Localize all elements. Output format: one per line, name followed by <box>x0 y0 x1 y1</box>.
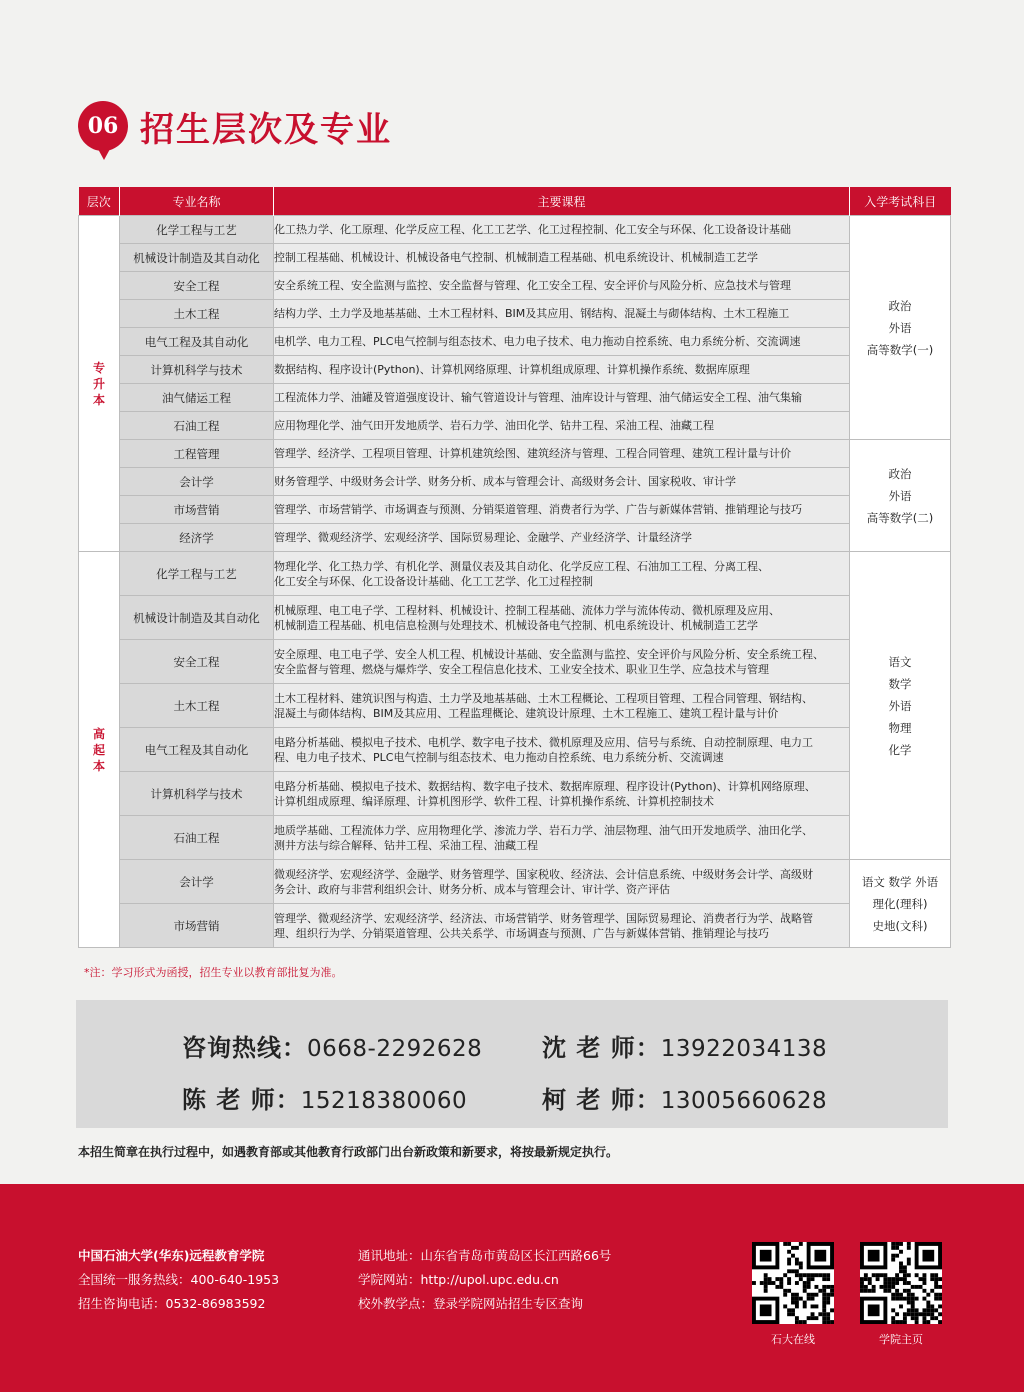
contact-teacher-chen <box>182 1080 467 1115</box>
major-name: 机械设计制造及其自动化 <box>120 596 274 640</box>
major-name: 市场营销 <box>120 904 274 948</box>
exam-subject: 语文 <box>888 654 912 669</box>
exam-subject: 史地(文科) <box>872 918 928 933</box>
course-list <box>274 496 850 524</box>
course-list <box>274 524 850 552</box>
major-name: 工程管理 <box>120 440 274 468</box>
course-list <box>274 328 850 356</box>
level-label: 专升本 <box>92 360 105 407</box>
header-level: 层次 <box>79 187 120 216</box>
table-header-row <box>79 187 951 216</box>
table-row <box>79 272 951 300</box>
course-line: 化工安全与环保、化工设备设计基础、化工工艺学、化工过程控制 <box>274 574 593 588</box>
course-list <box>274 904 850 948</box>
table-row <box>79 552 951 596</box>
major-name: 计算机科学与技术 <box>120 356 274 384</box>
exam-subject: 高等数学(二) <box>866 510 934 525</box>
course-list <box>274 596 850 640</box>
level-label: 高起本 <box>92 726 105 773</box>
course-line: 理、组织行为学、分销渠道管理、公共关系学、市场调查与预测、广告与新媒体营销、推销理论与技巧 <box>274 926 769 940</box>
qr-code-icon <box>860 1242 942 1324</box>
course-line: 机械原理、电工电子学、工程材料、机械设计、控制工程基础、流体力学与流体传动、微机原理及应用、 <box>274 603 780 617</box>
course-list <box>274 356 850 384</box>
course-line: 财务管理学、中级财务会计学、财务分析、成本与管理会计、高级财务会计、国家税收、审计学 <box>274 475 736 488</box>
header-major: 专业名称 <box>120 187 274 216</box>
course-line: 土木工程材料、建筑识图与构造、土力学及地基基础、土木工程概论、工程项目管理、工程合同管理、钢结构、 <box>274 691 813 705</box>
course-line: 地质学基础、工程流体力学、应用物理化学、渗流力学、岩石力学、油层物理、油气田开发地质学、油田化学、 <box>274 823 813 837</box>
contact-number: 13922034138 <box>660 1036 828 1062</box>
footer-teaching-sites: 校外教学点：登录学院网站招生专区查询 <box>358 1296 584 1311</box>
course-list <box>274 552 850 596</box>
contact-box <box>76 1000 948 1128</box>
qr-caption: 学院主页 <box>879 1333 923 1346</box>
course-line: 管理学、经济学、工程项目管理、计算机建筑绘图、建筑经济与管理、工程合同管理、建筑工程计量与计价 <box>274 447 791 460</box>
course-list <box>274 728 850 772</box>
major-name: 化学工程与工艺 <box>120 216 274 244</box>
section-title: 招生层次及专业 <box>140 109 392 150</box>
course-line: 工程流体力学、油罐及管道强度设计、输气管道设计与管理、油库设计与管理、油气储运安全工程、油气集输 <box>274 391 802 404</box>
section-header <box>78 96 392 156</box>
exam-subject: 外语 <box>888 698 912 713</box>
major-name: 经济学 <box>120 524 274 552</box>
course-line: 化工热力学、化工原理、化学反应工程、化工工艺学、化工过程控制、化工安全与环保、化工设备设计基础 <box>274 223 791 236</box>
course-list <box>274 300 850 328</box>
major-name: 石油工程 <box>120 816 274 860</box>
course-line: 控制工程基础、机械设计、机械设备电气控制、机械制造工程基础、机电系统设计、机械制造工艺学 <box>274 251 758 264</box>
footer-service-hotline: 全国统一服务热线：400-640-1953 <box>78 1272 280 1287</box>
exam-subject: 理化(理科) <box>872 896 928 911</box>
course-line: 管理学、微观经济学、宏观经济学、国际贸易理论、金融学、产业经济学、计量经济学 <box>274 531 692 544</box>
major-name: 电气工程及其自动化 <box>120 728 274 772</box>
course-line: 电路分析基础、模拟电子技术、数据结构、数字电子技术、数据库原理、程序设计(Python)、计算机网络原理、 <box>274 779 816 793</box>
table-row <box>79 596 951 640</box>
table-row <box>79 244 951 272</box>
level-cell <box>79 552 120 948</box>
course-list <box>274 412 850 440</box>
table-row <box>79 412 951 440</box>
course-list <box>274 772 850 816</box>
major-name: 机械设计制造及其自动化 <box>120 244 274 272</box>
table-row <box>79 216 951 244</box>
course-list <box>274 860 850 904</box>
table-row <box>79 356 951 384</box>
course-list <box>274 216 850 244</box>
table-row <box>79 684 951 728</box>
contact-label: 柯 老 师： <box>542 1086 661 1114</box>
course-list <box>274 468 850 496</box>
table-row <box>79 300 951 328</box>
table-row <box>79 816 951 860</box>
contact-label: 沈 老 师： <box>542 1034 661 1062</box>
exam-subject: 外语 <box>888 320 912 335</box>
course-line: 程、电力电子技术、PLC电气控制与组态技术、电力拖动自控系统、电力系统分析、交流调速 <box>274 750 724 764</box>
table-row <box>79 772 951 816</box>
major-name: 市场营销 <box>120 496 274 524</box>
major-name: 电气工程及其自动化 <box>120 328 274 356</box>
major-name: 石油工程 <box>120 412 274 440</box>
exam-subject: 政治 <box>888 466 912 481</box>
course-list <box>274 440 850 468</box>
major-name: 土木工程 <box>120 300 274 328</box>
course-list <box>274 244 850 272</box>
contact-number: 13005660628 <box>660 1088 828 1114</box>
contact-teacher-ke <box>542 1080 827 1115</box>
course-line: 测井方法与综合解释、钻井工程、采油工程、油藏工程 <box>274 838 538 852</box>
footer <box>0 1184 1024 1392</box>
footer-website[interactable]: 学院网站：http://upol.upc.edu.cn <box>358 1272 559 1287</box>
footer-school-name: 中国石油大学(华东)远程教育学院 <box>78 1248 265 1263</box>
course-list <box>274 640 850 684</box>
exam-subjects <box>850 552 951 860</box>
contact-number: 15218380060 <box>300 1088 468 1114</box>
header-exam: 入学考试科目 <box>850 187 951 216</box>
exam-subject: 高等数学(一) <box>866 342 934 357</box>
header-courses: 主要课程 <box>274 187 850 216</box>
footer-admission-phone: 招生咨询电话：0532-86983592 <box>78 1296 266 1311</box>
course-line: 应用物理化学、油气田开发地质学、岩石力学、油田化学、钻井工程、采油工程、油藏工程 <box>274 419 714 432</box>
exam-subject: 外语 <box>888 488 912 503</box>
table-row <box>79 468 951 496</box>
course-list <box>274 684 850 728</box>
major-name: 化学工程与工艺 <box>120 552 274 596</box>
course-line: 计算机组成原理、编译原理、计算机图形学、软件工程、计算机操作系统、计算机控制技术 <box>274 794 714 808</box>
table-row <box>79 384 951 412</box>
course-list <box>274 272 850 300</box>
course-line: 机械制造工程基础、机电信息检测与处理技术、机械设备电气控制、机电系统设计、机械制造工艺学 <box>274 618 758 632</box>
majors-table <box>78 187 951 948</box>
exam-subject: 语文 数学 外语 <box>861 874 939 889</box>
qr-caption: 石大在线 <box>771 1333 815 1346</box>
course-line: 安全监督与管理、燃烧与爆炸学、安全工程信息化技术、工业安全技术、职业卫生学、应急技术与管理 <box>274 662 769 676</box>
section-number-badge: 06 <box>78 101 128 151</box>
exam-subject: 物理 <box>888 720 912 735</box>
course-line: 微观经济学、宏观经济学、金融学、财务管理学、国家税收、经济法、会计信息系统、中级财务会计学、高级财 <box>274 867 813 881</box>
contact-label: 陈 老 师： <box>182 1086 301 1114</box>
footer-address-info <box>358 1244 611 1316</box>
course-line: 物理化学、化工热力学、有机化学、测量仪表及其自动化、化学反应工程、石油加工工程、分离工程、 <box>274 559 769 573</box>
table-row <box>79 328 951 356</box>
table-row <box>79 640 951 684</box>
major-name: 会计学 <box>120 468 274 496</box>
major-name: 油气储运工程 <box>120 384 274 412</box>
course-line: 安全系统工程、安全监测与监控、安全监督与管理、化工安全工程、安全评价与风险分析、应急技术与管理 <box>274 279 791 292</box>
exam-subject: 化学 <box>888 742 912 757</box>
footer-address: 通讯地址：山东省青岛市黄岛区长江西路66号 <box>358 1248 612 1263</box>
course-list <box>274 384 850 412</box>
table-row <box>79 728 951 772</box>
footer-school-info <box>78 1244 279 1316</box>
table-body <box>79 216 951 948</box>
course-line: 管理学、微观经济学、宏观经济学、经济法、市场营销学、财务管理学、国际贸易理论、消费者行为学、战略管 <box>274 911 813 925</box>
major-name: 土木工程 <box>120 684 274 728</box>
exam-subjects <box>850 440 951 552</box>
exam-subjects <box>850 216 951 440</box>
major-name: 会计学 <box>120 860 274 904</box>
major-name: 安全工程 <box>120 640 274 684</box>
course-list <box>274 816 850 860</box>
level-cell <box>79 216 120 552</box>
course-line: 电机学、电力工程、PLC电气控制与组态技术、电力电子技术、电力拖动自控系统、电力系统分析、交流调速 <box>274 335 801 348</box>
table-row <box>79 860 951 904</box>
major-name: 计算机科学与技术 <box>120 772 274 816</box>
exam-subject: 政治 <box>888 298 912 313</box>
course-line: 数据结构、程序设计(Python)、计算机网络原理、计算机组成原理、计算机操作系统、数据库原理 <box>274 363 750 376</box>
contact-hotline <box>182 1028 482 1063</box>
contact-number: 0668-2292628 <box>307 1036 483 1062</box>
course-line: 务会计、政府与非营利组织会计、财务分析、成本与管理会计、审计学、资产评估 <box>274 882 670 896</box>
course-line: 安全原理、电工电子学、安全人机工程、机械设计基础、安全监测与监控、安全评价与风险分析、安全系统工程、 <box>274 647 824 661</box>
major-name: 安全工程 <box>120 272 274 300</box>
qr-code-icon <box>752 1242 834 1324</box>
exam-subject: 数学 <box>888 676 912 691</box>
course-line: 管理学、市场营销学、市场调查与预测、分销渠道管理、消费者行为学、广告与新媒体营销、推销理论与技巧 <box>274 503 802 516</box>
exam-subjects <box>850 860 951 948</box>
table-row <box>79 496 951 524</box>
footnote: *注：学习形式为函授，招生专业以教育部批复为准。 <box>84 966 343 979</box>
table-row <box>79 904 951 948</box>
course-line: 结构力学、土力学及地基基础、土木工程材料、BIM及其应用、钢结构、混凝土与砌体结构、土木工程施工 <box>274 307 790 320</box>
table-row <box>79 440 951 468</box>
contact-teacher-shen <box>542 1028 827 1063</box>
table-row <box>79 524 951 552</box>
policy-statement: 本招生简章在执行过程中，如遇教育部或其他教育行政部门出台新政策和新要求，将按最新规定执行。 <box>78 1145 619 1159</box>
course-line: 混凝土与砌体结构、BIM及其应用、工程监理概论、建筑设计原理、土木工程施工、建筑工程计量与计价 <box>274 706 779 720</box>
contact-label: 咨询热线： <box>182 1034 307 1062</box>
course-line: 电路分析基础、模拟电子技术、电机学、数字电子技术、微机原理及应用、信号与系统、自动控制原理、电力工 <box>274 735 813 749</box>
